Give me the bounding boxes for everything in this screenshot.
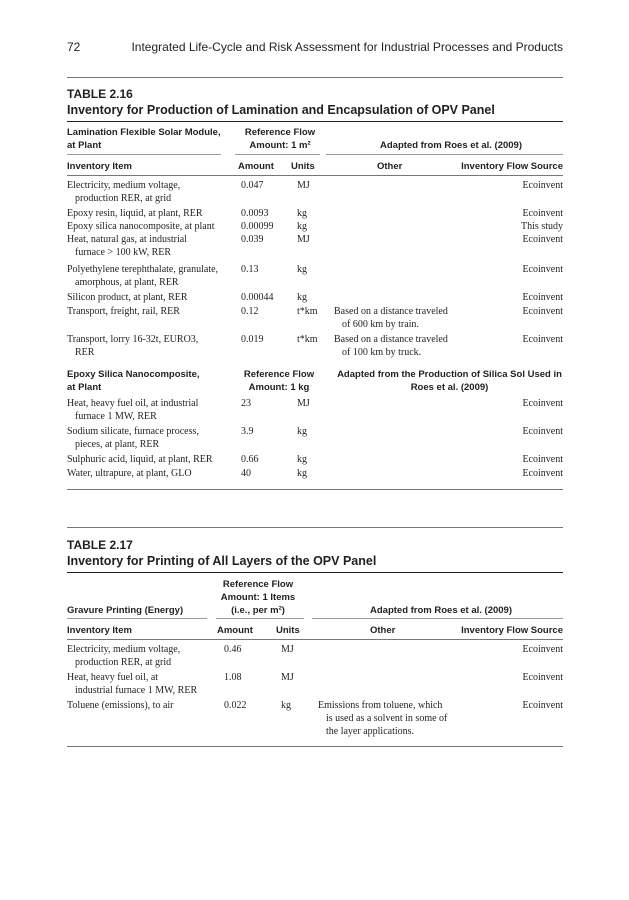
row-item: Electricity, medium voltage, production RER, at grid bbox=[67, 644, 181, 668]
section-heading-epoxy bbox=[67, 368, 200, 394]
row-units: kg bbox=[297, 454, 307, 465]
row-units: t*km bbox=[297, 334, 318, 345]
row-source: Ecoinvent bbox=[522, 292, 563, 303]
table-2-17-top-separator bbox=[67, 527, 563, 528]
reference-flow-line2: Amount: 1 m² bbox=[249, 140, 311, 151]
row-item: Silicon product, at plant, RER bbox=[67, 292, 188, 303]
section-heading-line1: Lamination Flexible Solar Module, bbox=[67, 127, 221, 138]
reference-flow-gravure bbox=[216, 578, 300, 617]
row-units: kg bbox=[297, 221, 307, 232]
running-title: Integrated Life-Cycle and Risk Assessment for Industrial Processes and Products bbox=[131, 40, 563, 54]
section-heading-lamination bbox=[67, 126, 221, 152]
underline-ref bbox=[216, 618, 304, 619]
col-amount: Amount bbox=[217, 625, 253, 636]
row-other: Based on a distance traveled of 600 km by train. bbox=[334, 306, 448, 330]
row-amount: 0.019 bbox=[241, 334, 264, 345]
row-amount: 23 bbox=[241, 398, 251, 409]
col-inventory-item: Inventory Item bbox=[67, 625, 132, 636]
row-amount: 40 bbox=[241, 468, 251, 479]
table-2-16-top-rule bbox=[67, 121, 563, 122]
row-source: Ecoinvent bbox=[522, 180, 563, 191]
row-source: Ecoinvent bbox=[522, 672, 563, 683]
page-number: 72 bbox=[67, 40, 81, 54]
row-amount: 0.022 bbox=[224, 700, 247, 711]
row-amount: 0.12 bbox=[241, 306, 259, 317]
col-source: Inventory Flow Source bbox=[461, 625, 563, 636]
table-2-16-title: Inventory for Production of Lamination and Encapsulation of OPV Panel bbox=[67, 103, 495, 117]
col-inventory-item: Inventory Item bbox=[67, 161, 132, 172]
table-2-17-bottom-rule bbox=[67, 746, 563, 747]
row-item: Epoxy silica nanocomposite, at plant bbox=[67, 221, 215, 232]
table-2-16-label: TABLE 2.16 bbox=[67, 87, 133, 101]
col-other: Other bbox=[370, 625, 396, 636]
underline-adapted bbox=[326, 154, 563, 155]
section-heading-gravure: Gravure Printing (Energy) bbox=[67, 605, 184, 616]
row-units: kg bbox=[281, 700, 291, 711]
row-item: Water, ultrapure, at plant, GLO bbox=[67, 468, 192, 479]
row-source: Ecoinvent bbox=[522, 208, 563, 219]
row-item: Heat, heavy fuel oil, at industrial furnace 1 MW, RER bbox=[67, 398, 199, 422]
table-2-17-label: TABLE 2.17 bbox=[67, 538, 133, 552]
row-amount: 3.9 bbox=[241, 426, 254, 437]
reference-flow-line2: Amount: 1 kg bbox=[248, 382, 310, 393]
header-rule bbox=[67, 77, 563, 78]
row-amount: 0.66 bbox=[241, 454, 259, 465]
row-item: Heat, natural gas, at industrial furnace > 100 kW, RER bbox=[67, 234, 187, 258]
row-item: Epoxy resin, liquid, at plant, RER bbox=[67, 208, 203, 219]
row-item: Sodium silicate, furnace process, pieces, at plant, RER bbox=[67, 426, 199, 450]
section-heading-line2: at Plant bbox=[67, 140, 102, 151]
reference-flow-line1: Reference Flow bbox=[222, 579, 294, 590]
row-source: Ecoinvent bbox=[522, 454, 563, 465]
reference-flow-epoxy bbox=[240, 368, 318, 394]
adapted-line1: Adapted from the Production of Silica Sol Used in bbox=[337, 369, 562, 380]
row-other: Based on a distance traveled of 100 km by truck. bbox=[334, 334, 448, 358]
underline-ref bbox=[235, 154, 320, 155]
table-2-17-top-rule bbox=[67, 572, 563, 573]
row-other: Emissions from toluene, which is used as a solvent in some of the layer applications. bbox=[318, 700, 448, 737]
col-source: Inventory Flow Source bbox=[461, 161, 563, 172]
row-units: MJ bbox=[297, 180, 310, 191]
row-source: Ecoinvent bbox=[522, 426, 563, 437]
row-units: kg bbox=[297, 264, 307, 275]
col-units: Units bbox=[291, 161, 315, 172]
row-amount: 1.08 bbox=[224, 672, 242, 683]
row-source: Ecoinvent bbox=[522, 700, 563, 711]
row-amount: 0.0093 bbox=[241, 208, 269, 219]
table-2-17-title: Inventory for Printing of All Layers of the OPV Panel bbox=[67, 554, 377, 568]
reference-flow-lamination bbox=[243, 126, 317, 152]
row-units: kg bbox=[297, 426, 307, 437]
adapted-line2: Roes et al. (2009) bbox=[410, 382, 489, 393]
row-source: Ecoinvent bbox=[522, 264, 563, 275]
row-source: Ecoinvent bbox=[522, 234, 563, 245]
reference-flow-line3: (i.e., per m²) bbox=[231, 605, 285, 616]
underline-adapted bbox=[312, 618, 563, 619]
reference-flow-line1: Reference Flow bbox=[244, 127, 316, 138]
row-item: Polyethylene terephthalate, granulate, amorphous, at plant, RER bbox=[67, 264, 219, 288]
row-units: MJ bbox=[281, 644, 294, 655]
row-units: MJ bbox=[281, 672, 294, 683]
section-heading-line1: Epoxy Silica Nanocomposite, bbox=[67, 369, 200, 380]
table-2-16-bottom-rule bbox=[67, 489, 563, 490]
row-item: Transport, lorry 16-32t, EURO3, RER bbox=[67, 334, 199, 358]
col-other: Other bbox=[377, 161, 403, 172]
row-source: This study bbox=[521, 221, 563, 232]
adapted-from-epoxy bbox=[336, 368, 563, 394]
adapted-from-lamination: Adapted from Roes et al. (2009) bbox=[380, 140, 523, 151]
reference-flow-line2: Amount: 1 Items bbox=[220, 592, 296, 603]
row-amount: 0.13 bbox=[241, 264, 259, 275]
row-item: Electricity, medium voltage, production RER, at grid bbox=[67, 180, 181, 204]
col-units: Units bbox=[276, 625, 300, 636]
section-heading-line2: at Plant bbox=[67, 382, 102, 393]
column-header-rule bbox=[67, 639, 563, 640]
column-header-rule bbox=[67, 175, 563, 176]
row-units: kg bbox=[297, 468, 307, 479]
row-source: Ecoinvent bbox=[522, 306, 563, 317]
row-item: Transport, freight, rail, RER bbox=[67, 306, 180, 317]
row-units: t*km bbox=[297, 306, 318, 317]
running-header bbox=[67, 40, 563, 60]
row-amount: 0.46 bbox=[224, 644, 242, 655]
underline-heading bbox=[67, 618, 207, 619]
row-source: Ecoinvent bbox=[522, 398, 563, 409]
reference-flow-line1: Reference Flow bbox=[243, 369, 315, 380]
col-amount: Amount bbox=[238, 161, 274, 172]
row-units: kg bbox=[297, 208, 307, 219]
row-source: Ecoinvent bbox=[522, 644, 563, 655]
row-source: Ecoinvent bbox=[522, 334, 563, 345]
row-item: Toluene (emissions), to air bbox=[67, 700, 174, 711]
adapted-from-gravure: Adapted from Roes et al. (2009) bbox=[370, 605, 513, 616]
row-units: MJ bbox=[297, 398, 310, 409]
row-amount: 0.00044 bbox=[241, 292, 274, 303]
row-item: Heat, heavy fuel oil, at industrial furnace 1 MW, RER bbox=[67, 672, 198, 696]
row-source: Ecoinvent bbox=[522, 468, 563, 479]
row-amount: 0.047 bbox=[241, 180, 264, 191]
row-item: Sulphuric acid, liquid, at plant, RER bbox=[67, 454, 213, 465]
row-amount: 0.039 bbox=[241, 234, 264, 245]
row-amount: 0.00099 bbox=[241, 221, 274, 232]
row-units: MJ bbox=[297, 234, 310, 245]
underline-heading bbox=[67, 154, 221, 155]
row-units: kg bbox=[297, 292, 307, 303]
